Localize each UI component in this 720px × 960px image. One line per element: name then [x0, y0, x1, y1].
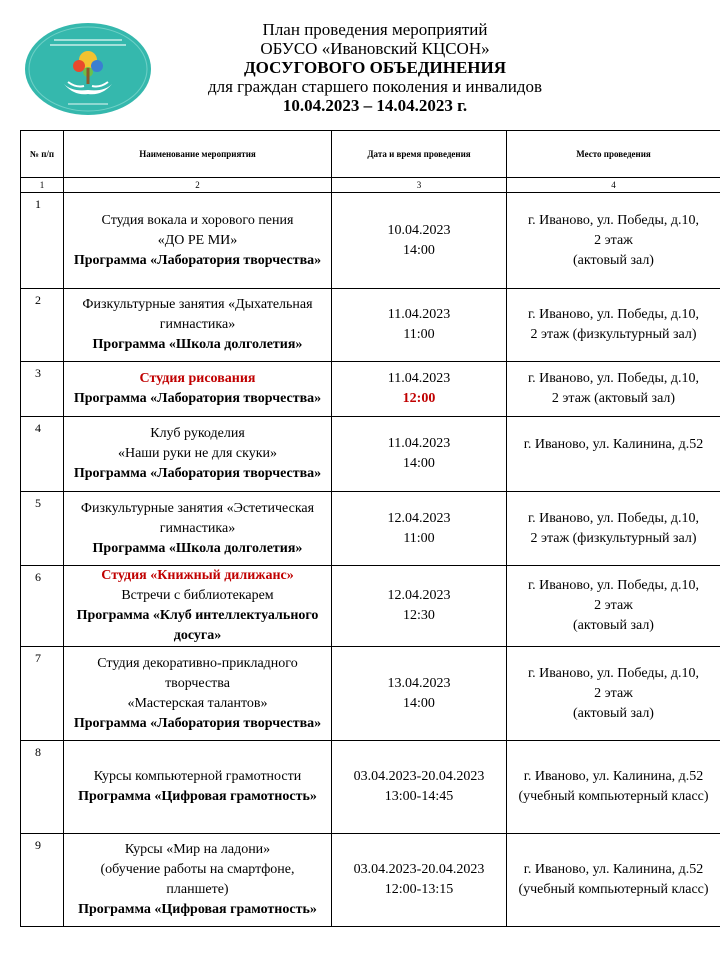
event-place-line: (учебный компьютерный класс) [518, 882, 709, 897]
event-name-line: творчества [165, 675, 230, 691]
event-time: 11:00 [403, 530, 435, 546]
event-place-line: г. Иваново, ул. Победы, д.10, [527, 307, 700, 322]
event-name-line: Клуб рукоделия [150, 426, 245, 441]
event-program: Программа «Цифровая грамотность» [78, 902, 317, 917]
column-number: 4 [507, 178, 720, 193]
event-place-line: (актовый зал) [573, 618, 654, 633]
event-place-line: 2 этаж [594, 685, 633, 701]
event-place-cell [507, 492, 720, 566]
event-date: 13.04.2023 [387, 675, 451, 691]
event-place-cell [507, 834, 720, 927]
event-place-line: г. Иваново, ул. Калинина, д.52 [523, 862, 704, 877]
event-program: Программа «Лаборатория творчества» [73, 715, 322, 731]
event-name-line: «Наши руки не для скуки» [117, 446, 278, 461]
row-number: 1 [21, 193, 64, 289]
event-place-line: 2 этаж (актовый зал) [551, 391, 676, 406]
event-date: 12.04.2023 [387, 510, 451, 526]
event-place-cell [507, 647, 720, 741]
event-datetime-cell [332, 741, 507, 834]
event-place-line: г. Иваново, ул. Победы, д.10, [527, 212, 700, 228]
event-name-line: Студия декоративно-прикладного [97, 655, 298, 671]
event-name-cell [64, 647, 332, 741]
event-time: 14:00 [403, 242, 435, 258]
event-place-line: 2 этаж [594, 598, 633, 613]
event-name-line: Курсы компьютерной грамотности [93, 769, 302, 784]
event-name-line: Встречи с библиотекарем [121, 588, 274, 603]
event-place-line: г. Иваново, ул. Калинина, д.52 [523, 437, 704, 452]
event-date: 11.04.2023 [387, 307, 451, 322]
event-place-cell [507, 566, 720, 647]
table-row [21, 741, 720, 834]
table-row [21, 566, 720, 647]
event-datetime-cell [332, 647, 507, 741]
column-number: 1 [21, 178, 64, 193]
header-title: План проведения мероприятий [262, 20, 488, 39]
event-place-line: 2 этаж [594, 232, 633, 248]
column-number-row [21, 178, 720, 193]
column-header-name: Наименование мероприятия [64, 131, 332, 178]
event-place-line: 2 этаж (физкультурный зал) [530, 327, 697, 342]
event-date: 11.04.2023 [387, 436, 451, 451]
event-name-line: Курсы «Мир на ладони» [124, 842, 271, 857]
event-program: Программа «Цифровая грамотность» [78, 789, 317, 804]
event-datetime-cell [332, 417, 507, 492]
event-program: Программа «Школа долголетия» [92, 540, 303, 556]
event-place-line: г. Иваново, ул. Калинина, д.52 [523, 769, 704, 784]
event-name-cell [64, 566, 332, 647]
row-number: 5 [21, 492, 64, 566]
event-place-line: (актовый зал) [573, 705, 654, 721]
event-name-cell [64, 492, 332, 566]
row-number: 3 [21, 362, 64, 417]
event-time: 12:00 [402, 391, 436, 406]
table-row [21, 834, 720, 927]
event-time: 12:00-13:15 [384, 882, 454, 897]
event-time: 12:30 [403, 608, 435, 623]
event-datetime-cell [332, 492, 507, 566]
event-name-highlight: Студия рисования [139, 371, 256, 386]
event-name-line: Физкультурные занятия «Дыхательная [82, 297, 313, 312]
column-number: 2 [64, 178, 332, 193]
table-row [21, 492, 720, 566]
event-datetime-cell [332, 834, 507, 927]
event-program: Программа «Лаборатория творчества» [73, 391, 322, 406]
document-header [150, 20, 600, 115]
event-place-cell [507, 193, 720, 289]
event-name-line: гимнастика» [159, 520, 236, 536]
header-period: 10.04.2023 – 14.04.2023 г. [282, 96, 468, 115]
event-program: Программа «Школа долголетия» [92, 337, 303, 352]
event-place-cell [507, 289, 720, 362]
event-name-cell [64, 193, 332, 289]
event-program: Программа «Лаборатория творчества» [73, 466, 322, 481]
event-name-line: «ДО РЕ МИ» [157, 232, 238, 248]
event-place-line: г. Иваново, ул. Победы, д.10, [527, 665, 700, 681]
event-place-line: (актовый зал) [573, 252, 654, 268]
event-place-line: г. Иваново, ул. Победы, д.10, [527, 578, 700, 593]
event-place-cell [507, 417, 720, 492]
event-name-cell [64, 741, 332, 834]
table-row [21, 417, 720, 492]
event-place-line: (учебный компьютерный класс) [518, 789, 709, 804]
table-row [21, 647, 720, 741]
event-datetime-cell [332, 193, 507, 289]
event-time: 13:00-14:45 [384, 789, 454, 804]
event-place-cell [507, 741, 720, 834]
event-place-cell [507, 362, 720, 417]
event-name-highlight: Студия «Книжный дилижанс» [101, 568, 294, 583]
row-number: 7 [21, 647, 64, 741]
event-name-line: «Мастерская талантов» [127, 695, 268, 711]
event-name-line: Студия вокала и хорового пения [101, 212, 294, 228]
table-header-row [21, 131, 720, 178]
row-number: 9 [21, 834, 64, 927]
event-date: 03.04.2023-20.04.2023 [353, 862, 485, 877]
event-place-line: г. Иваново, ул. Победы, д.10, [527, 510, 700, 526]
row-number: 4 [21, 417, 64, 492]
event-name-line: гимнастика» [159, 317, 236, 332]
event-datetime-cell [332, 289, 507, 362]
row-number: 8 [21, 741, 64, 834]
event-name-line: Физкультурные занятия «Эстетическая [80, 500, 315, 516]
event-name-cell [64, 289, 332, 362]
event-place-line: г. Иваново, ул. Победы, д.10, [527, 371, 700, 386]
event-date: 03.04.2023-20.04.2023 [353, 769, 485, 784]
event-place-line: 2 этаж (физкультурный зал) [530, 530, 697, 546]
column-header-date: Дата и время проведения [332, 131, 507, 178]
table-row [21, 289, 720, 362]
header-association: ДОСУГОВОГО ОБЪЕДИНЕНИЯ [243, 58, 507, 77]
header-organization: ОБУСО «Ивановский КЦСОН» [260, 39, 490, 58]
event-date: 12.04.2023 [387, 588, 451, 603]
event-name-cell [64, 834, 332, 927]
event-name-line: планшете) [166, 882, 229, 897]
event-time: 14:00 [403, 456, 435, 471]
event-program: Программа «Клуб интеллектуального досуга» [76, 608, 319, 643]
row-number: 6 [21, 566, 64, 647]
table-row [21, 362, 720, 417]
organization-logo [24, 22, 152, 116]
event-time: 11:00 [403, 327, 435, 342]
column-header-number: № п/п [21, 131, 64, 178]
column-number: 3 [332, 178, 507, 193]
event-datetime-cell [332, 566, 507, 647]
events-table [20, 130, 720, 927]
event-name-cell [64, 362, 332, 417]
event-name-cell [64, 417, 332, 492]
row-number: 2 [21, 289, 64, 362]
event-datetime-cell [332, 362, 507, 417]
event-name-line: (обучение работы на смартфоне, [100, 862, 295, 877]
event-date: 10.04.2023 [387, 222, 451, 238]
table-row [21, 193, 720, 289]
column-header-place: Место проведения [507, 131, 720, 178]
event-program: Программа «Лаборатория творчества» [73, 252, 322, 268]
event-date: 11.04.2023 [387, 371, 451, 386]
header-audience: для граждан старшего поколения и инвалидов [207, 77, 543, 96]
event-time: 14:00 [403, 695, 435, 711]
